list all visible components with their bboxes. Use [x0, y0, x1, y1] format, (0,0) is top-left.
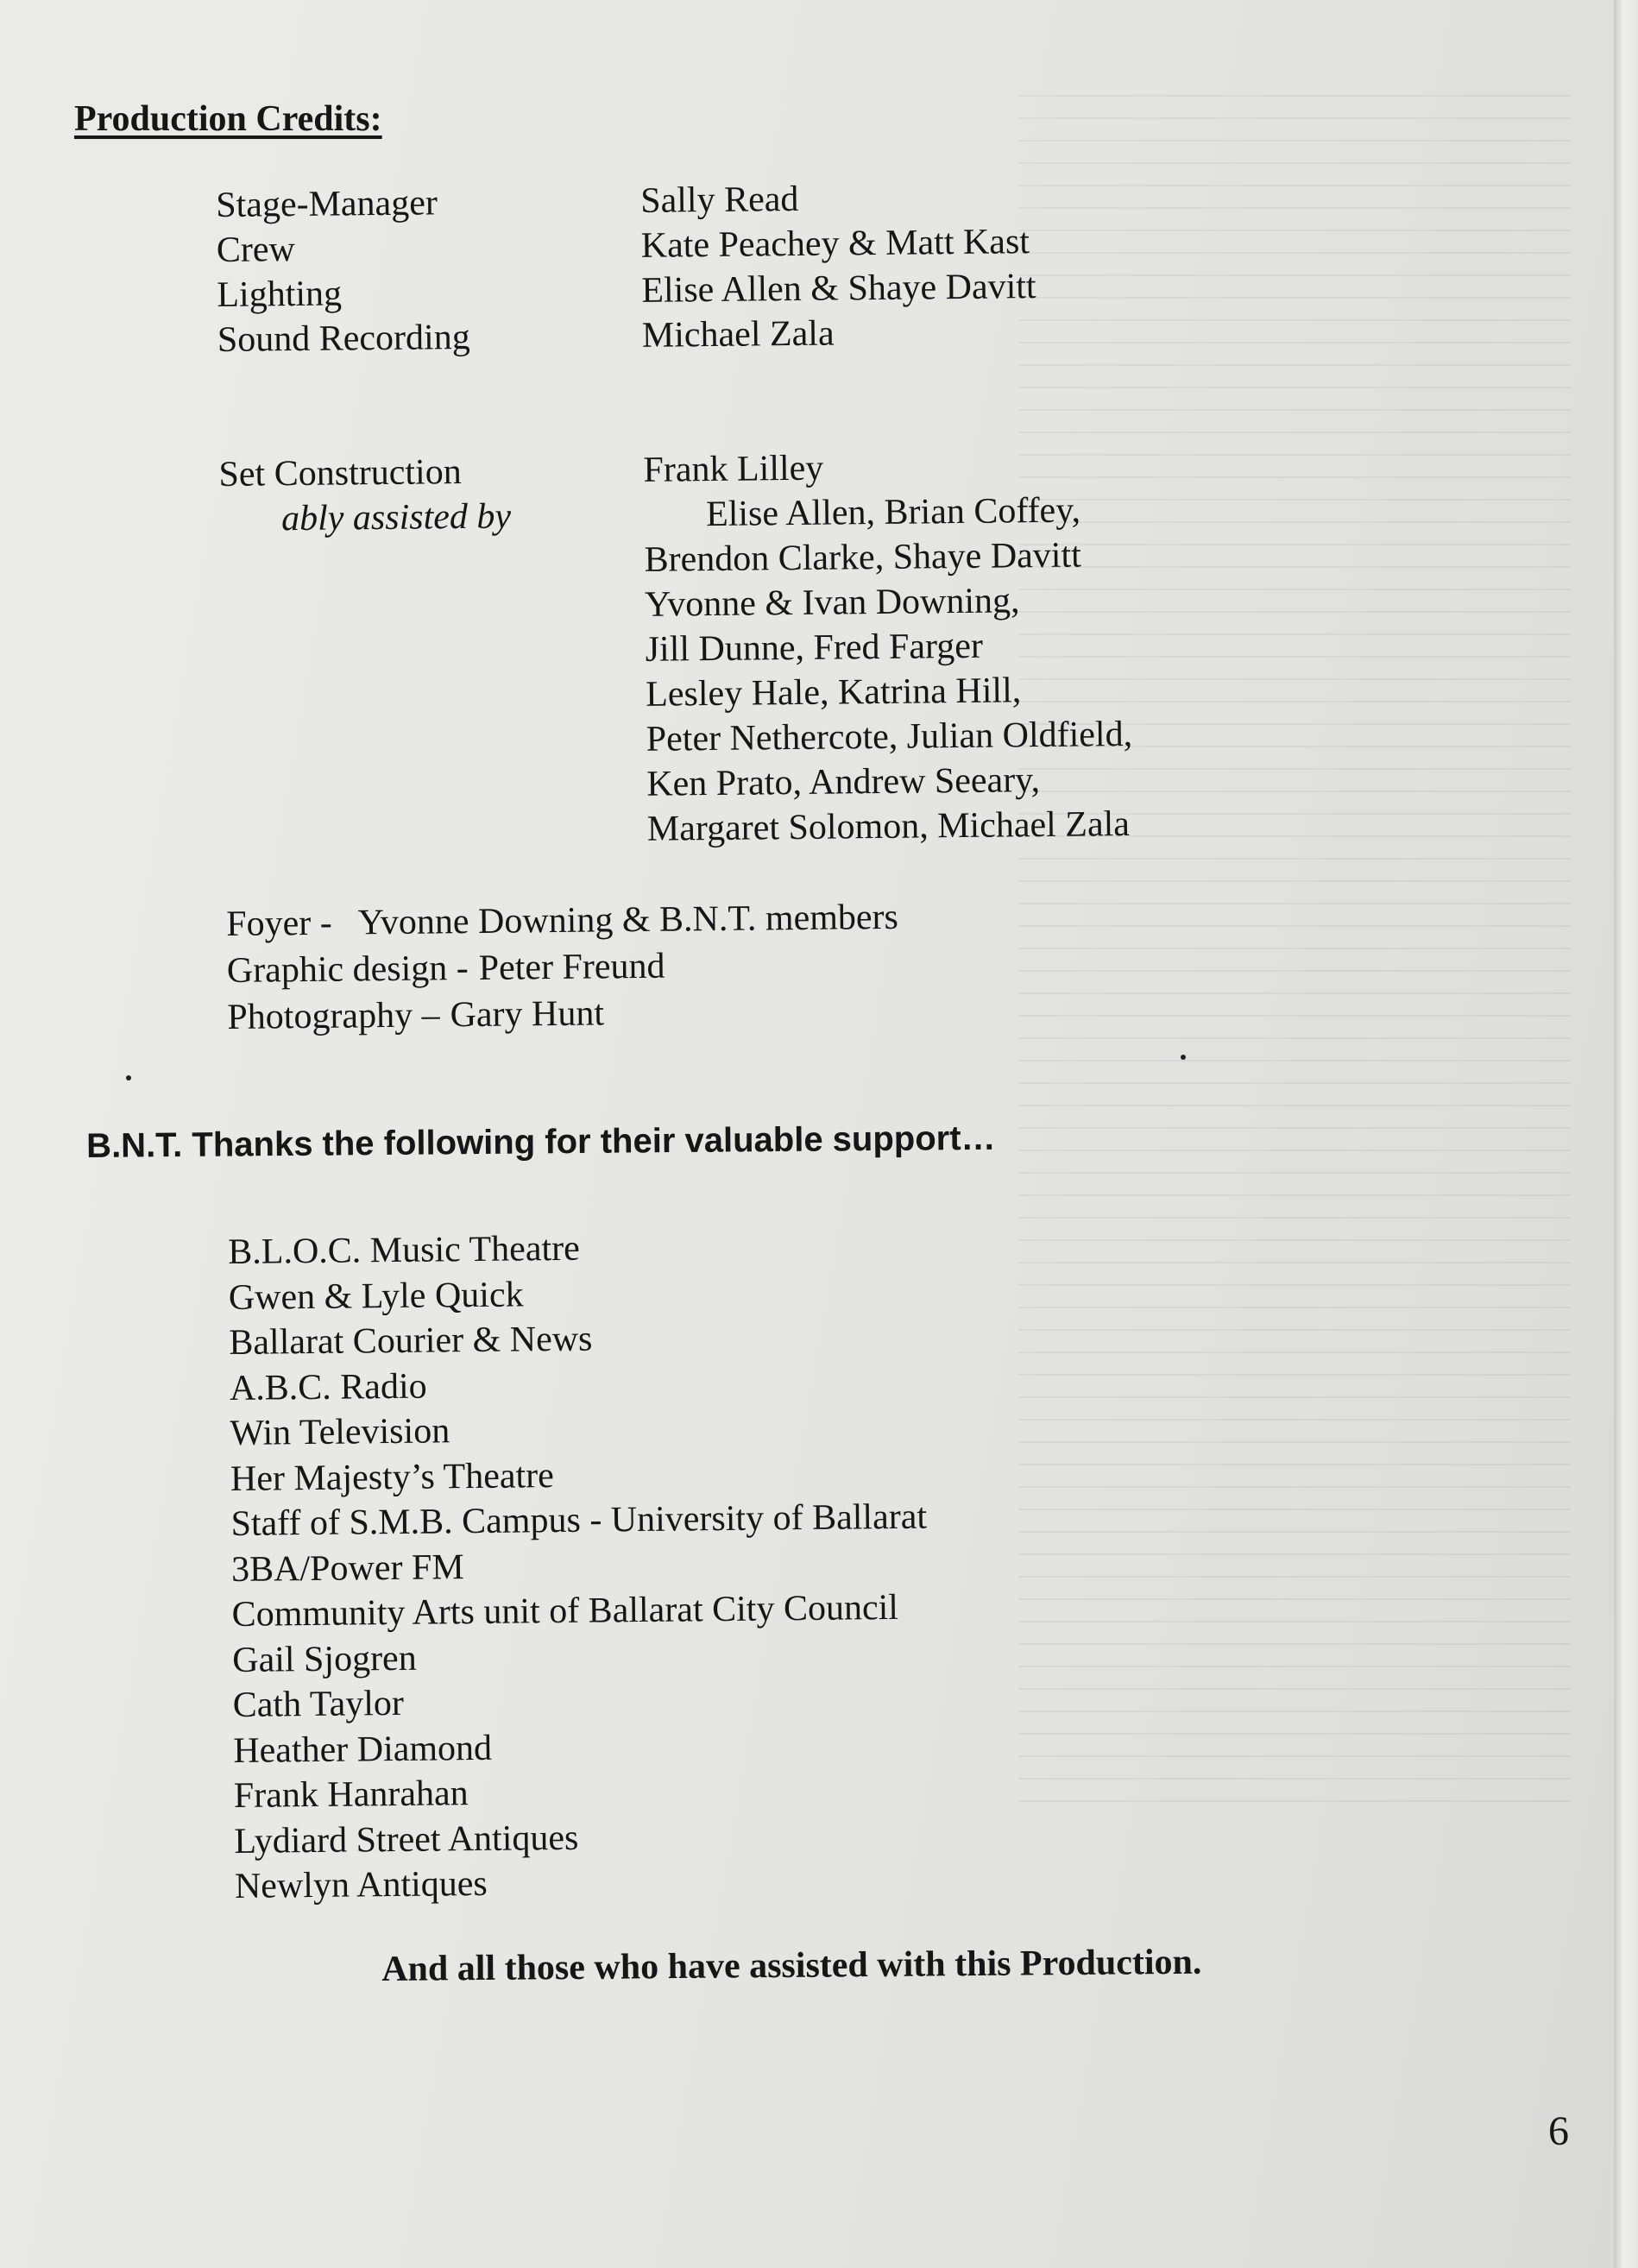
sponsor-item: Her Majesty’s Theatre: [230, 1455, 555, 1499]
sponsor-item: Gail Sjogren: [231, 1638, 417, 1680]
credit-names: Sally Read: [640, 179, 799, 221]
credit-names: Kate Peachey & Matt Kast: [640, 222, 1030, 266]
credits-list: [216, 173, 1133, 856]
sponsor-item: Newlyn Antiques: [234, 1863, 488, 1906]
sponsor-item: Staff of S.M.B. Campus - University of Ballarat: [230, 1496, 928, 1544]
assistant-names: Brendon Clarke, Shaye Davitt: [644, 535, 1082, 580]
photography-value: Gary Hunt: [450, 993, 605, 1036]
assistant-names: Lesley Hale, Katrina Hill,: [645, 671, 1022, 715]
foyer-value: Yvonne Downing & B.N.T. members: [357, 897, 899, 943]
thanks-heading: B.N.T. Thanks the following for their valuable support…: [86, 1118, 996, 1165]
assistant-names: Margaret Solomon, Michael Zala: [646, 803, 1131, 849]
sponsor-item: Ballarat Courier & News: [229, 1319, 593, 1363]
production-credits-heading: Production Credits:: [74, 99, 382, 139]
photography-label: Photography –: [227, 995, 440, 1037]
assistant-names: Peter Nethercote, Julian Oldfield,: [646, 714, 1133, 759]
foyer-credit: [226, 894, 898, 948]
stray-mark: [1181, 1055, 1186, 1060]
sponsor-item: Community Arts unit of Ballarat City Council: [231, 1587, 899, 1635]
page-edge: [1614, 0, 1638, 2268]
credit-names: Michael Zala: [641, 313, 835, 356]
credit-role: Stage-Manager: [216, 183, 438, 225]
sponsor-item: A.B.C. Radio: [229, 1366, 427, 1408]
set-construction-lead: Frank Lilley: [643, 448, 824, 490]
stray-mark: [126, 1075, 131, 1080]
sponsor-item: Lydiard Street Antiques: [234, 1818, 579, 1862]
sponsor-item: B.L.O.C. Music Theatre: [228, 1228, 580, 1272]
misc-credits: [226, 894, 899, 1041]
sponsor-item: Gwen & Lyle Quick: [228, 1274, 524, 1318]
graphic-design-label: Graphic design -: [226, 948, 469, 991]
page-number: 6: [1548, 2108, 1569, 2154]
assistant-row: [223, 802, 1134, 856]
credit-role: Crew: [216, 230, 296, 270]
credit-role: Sound Recording: [217, 317, 470, 360]
graphic-design-credit: [227, 941, 899, 994]
set-construction-role: Set Construction: [218, 452, 462, 495]
assistant-names: Ken Prato, Andrew Seeary,: [646, 760, 1041, 804]
assistant-names: Elise Allen, Brian Coffey,: [705, 490, 1081, 535]
sponsor-item: Cath Taylor: [232, 1683, 405, 1725]
assistant-names: Yvonne & Ivan Downing,: [644, 581, 1020, 625]
ably-assisted-label: ably assisted by: [280, 496, 512, 539]
sponsor-item: Frank Hanrahan: [233, 1773, 469, 1816]
credit-row: [217, 263, 1128, 318]
sponsor-list: [228, 1223, 931, 1910]
credit-names: Elise Allen & Shaye Davitt: [641, 267, 1036, 311]
foyer-label: Foyer -: [226, 903, 333, 944]
spacer: [217, 353, 1129, 452]
credit-role: Lighting: [217, 274, 343, 315]
sponsor-item: Win Television: [230, 1411, 450, 1453]
assistant-names: Jill Dunne, Fred Farger: [645, 626, 984, 670]
photography-credit: [227, 987, 899, 1041]
closing-line: And all those who have assisted with this Production.: [381, 1942, 1202, 1989]
sponsor-item: 3BA/Power FM: [230, 1547, 464, 1590]
assistant-row: [220, 577, 1131, 632]
sponsor-item: Heather Diamond: [233, 1728, 493, 1771]
graphic-design-value: Peter Freund: [478, 946, 665, 988]
